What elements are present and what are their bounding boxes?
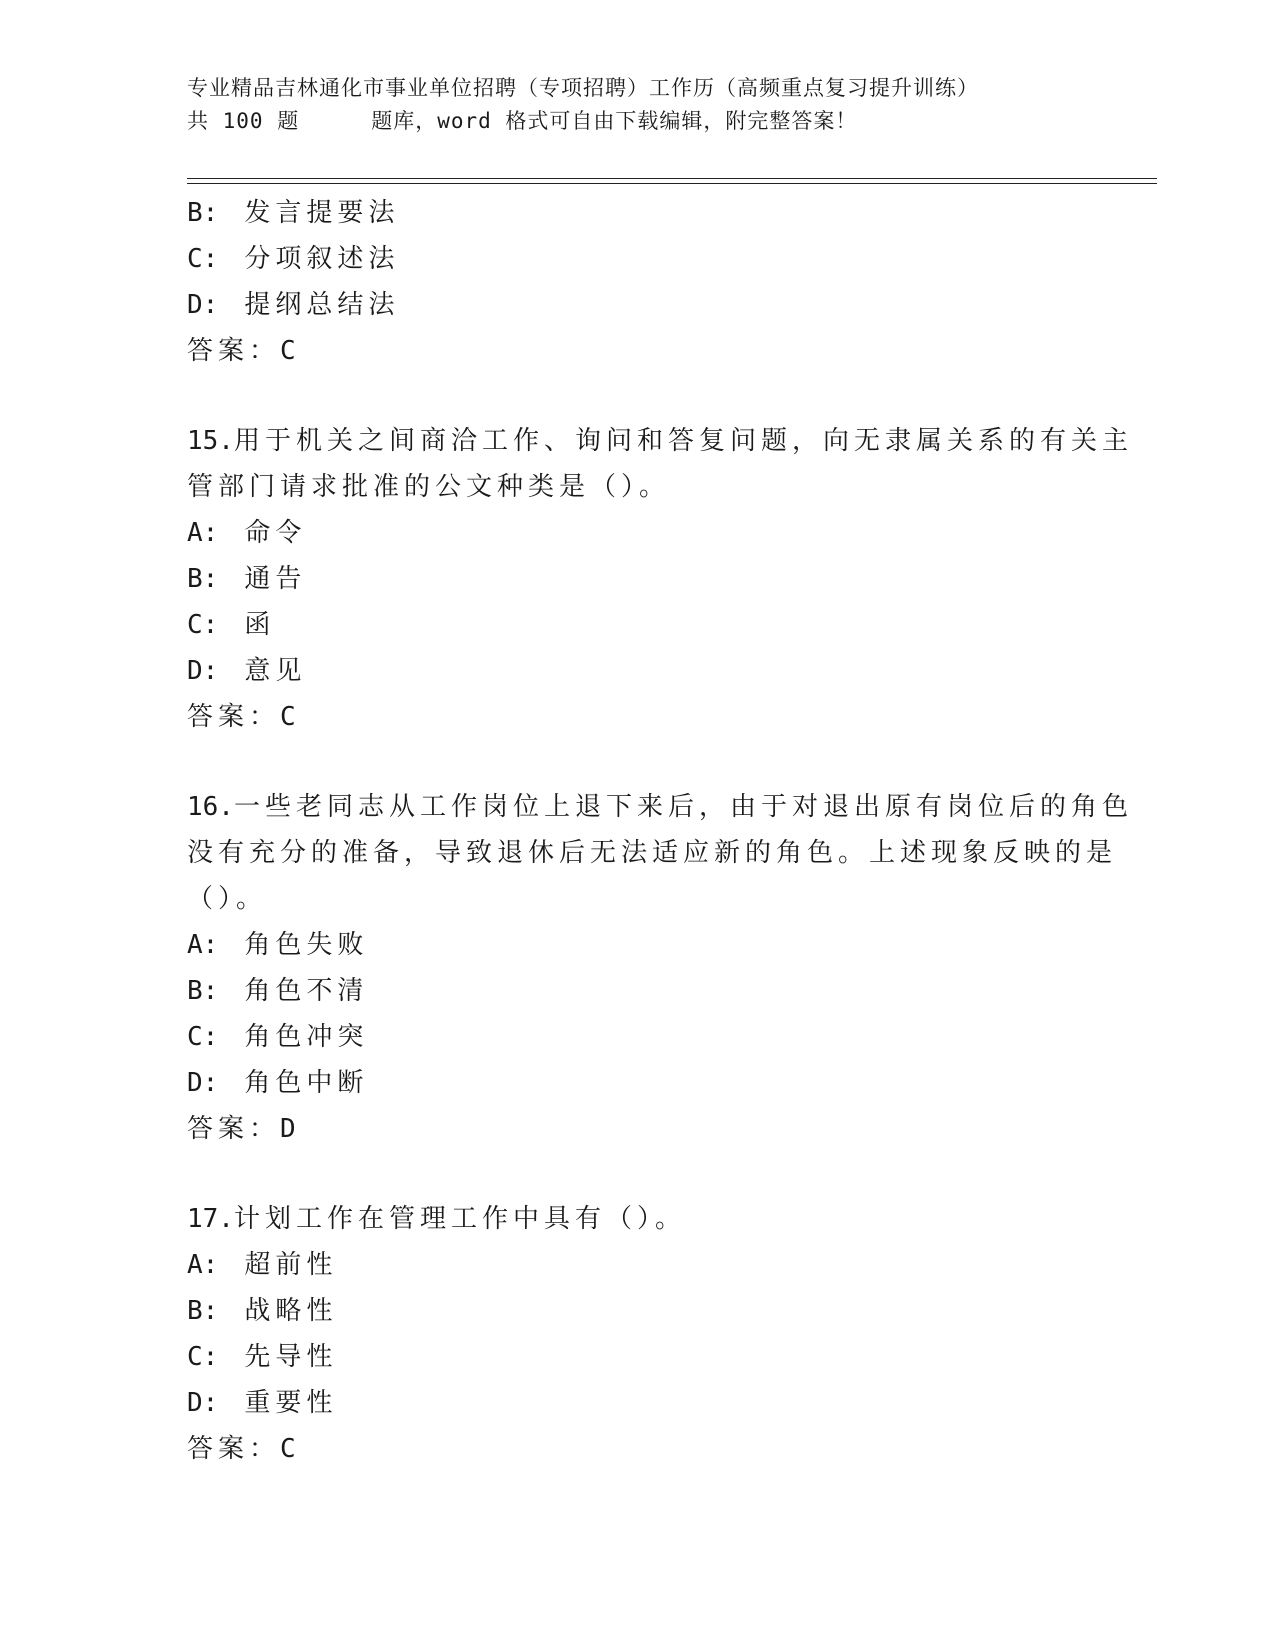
option-text: 意见: [244, 656, 307, 686]
answer-label: 答案：: [187, 702, 281, 732]
option-text: 函: [244, 610, 276, 640]
header-count: 共 100 题: [187, 109, 300, 133]
option: [187, 510, 1087, 556]
option-key: C:: [187, 244, 219, 274]
page-header: [187, 72, 1087, 138]
option-text: 角色中断: [244, 1068, 369, 1098]
question-stem-cont: 没有充分的准备，导致退休后无法适应新的角色。上述现象反映的是: [187, 838, 1118, 868]
question-stem-cont: （）。: [187, 884, 268, 914]
option: [187, 922, 1087, 968]
option-key: B:: [187, 1296, 219, 1326]
option: [187, 1060, 1087, 1106]
option-text: 通告: [244, 564, 307, 594]
option-key: C:: [187, 610, 219, 640]
question-number: 16.: [187, 792, 234, 822]
question-block-16: [187, 784, 1133, 1152]
question-block-17: [187, 1196, 1087, 1472]
option-text: 角色失败: [244, 930, 369, 960]
option: [187, 1380, 1087, 1426]
question-text: 一些老同志从工作岗位上退下来后，由于对退出原有岗位后的角色: [233, 792, 1133, 822]
option-text: 分项叙述法: [244, 244, 400, 274]
option: [187, 282, 1087, 328]
option: [187, 1288, 1087, 1334]
header-note: 题库，word 格式可自由下载编辑，附完整答案！: [371, 109, 858, 133]
option-key: C:: [187, 1342, 219, 1372]
option-text: 先导性: [244, 1342, 338, 1372]
option-key: B:: [187, 564, 219, 594]
answer: [187, 694, 1087, 740]
question-text: 计划工作在管理工作中具有（）。: [233, 1204, 686, 1234]
question-stem: [187, 1196, 1087, 1242]
answer: [187, 1426, 1087, 1472]
answer-label: 答案：: [187, 336, 281, 366]
option: [187, 190, 1087, 236]
question-stem-cont: 管部门请求批准的公文种类是（）。: [187, 472, 671, 502]
option: [187, 968, 1087, 1014]
option-text: 重要性: [244, 1388, 338, 1418]
option: [187, 236, 1087, 282]
answer: [187, 328, 1087, 374]
question-stem: [187, 418, 1133, 464]
question-stem: [187, 784, 1133, 830]
option-key: C:: [187, 1022, 219, 1052]
answer-value: D: [280, 1114, 296, 1144]
option-text: 发言提要法: [244, 198, 400, 228]
option-text: 角色冲突: [244, 1022, 369, 1052]
header-divider-bottom: [187, 183, 1157, 184]
option-key: B:: [187, 198, 219, 228]
question-text: 用于机关之间商洽工作、询问和答复问题，向无隶属关系的有关主: [233, 426, 1133, 456]
question-block-prev: [187, 190, 1087, 374]
option-text: 提纲总结法: [244, 290, 400, 320]
answer: [187, 1106, 1087, 1152]
option-key: B:: [187, 976, 219, 1006]
answer-value: C: [280, 1434, 296, 1464]
option: [187, 1242, 1087, 1288]
option: [187, 602, 1087, 648]
option: [187, 648, 1087, 694]
option-key: A:: [187, 930, 219, 960]
header-divider-top: [187, 178, 1157, 179]
option-text: 战略性: [244, 1296, 338, 1326]
answer-label: 答案：: [187, 1114, 281, 1144]
option-key: A:: [187, 518, 219, 548]
option-text: 命令: [244, 518, 307, 548]
question-number: 17.: [187, 1204, 234, 1234]
option-key: D:: [187, 656, 219, 686]
question-list: [187, 190, 1133, 1472]
answer-label: 答案：: [187, 1434, 281, 1464]
option-text: 超前性: [244, 1250, 338, 1280]
header-title: 专业精品吉林通化市事业单位招聘（专项招聘）工作历（高频重点复习提升训练）: [187, 76, 979, 100]
option-key: D:: [187, 1068, 219, 1098]
header-subtitle: [187, 105, 1087, 138]
option: [187, 1334, 1087, 1380]
option-key: D:: [187, 290, 219, 320]
option-key: D:: [187, 1388, 219, 1418]
question-block-15: [187, 418, 1133, 740]
question-number: 15.: [187, 426, 234, 456]
option: [187, 1014, 1087, 1060]
answer-value: C: [280, 336, 296, 366]
answer-value: C: [280, 702, 296, 732]
option-text: 角色不清: [244, 976, 369, 1006]
option-key: A:: [187, 1250, 219, 1280]
option: [187, 556, 1087, 602]
